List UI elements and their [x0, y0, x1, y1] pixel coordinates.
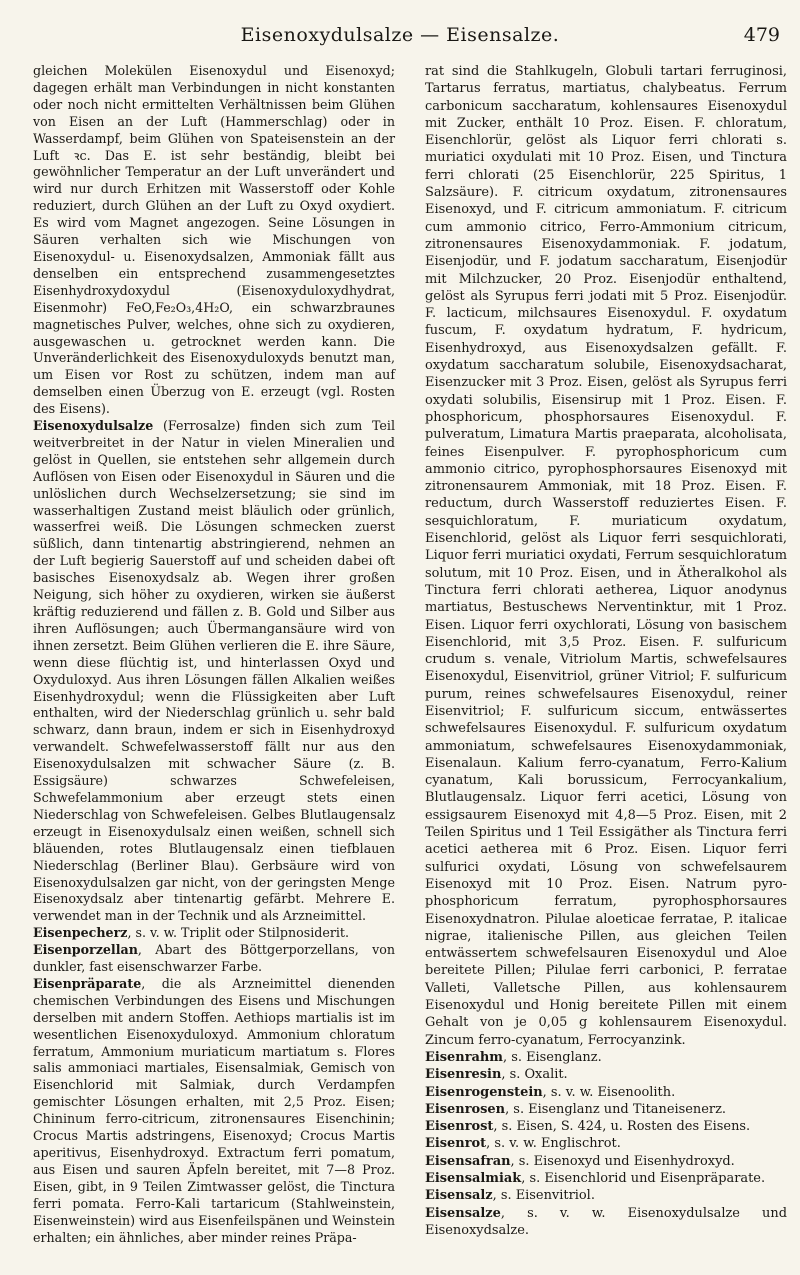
entry-text: (Ferrosalze) finden sich zum Teil weitverbreitet in der Natur in vielen Mineralien und gelöst in Quellen, sie entstehen sehr allgemein durch Auflösen von Eisen oder Eisenoxydul in Säuren und die unlöslichen durch Wechselzersetzung; sie sind im wasserhaltigen Zustand meist bläulich oder grünlich, wasserfrei weiß. Die Lösungen schmecken zuerst süßlich, dann tintenartig abstringierend, nehmen an der Luft begierig Sauerstoff auf und scheiden dabei oft basisches Eisenoxydsalz ab. Wegen ihrer großen Neigung, sich höher zu oxydieren, wirken sie äußerst kräftig reduzierend und fällen z. B. Gold und Silber aus ihren Auflösungen; auch Übermangansäure wird von ihnen zersetzt. Beim Glühen verlieren die E. ihre Säure, wenn diese flüchtig ist, und hinterlassen Oxyd und Oxyduloxyd. Aus ihren Lösungen fällen Alkalien weißes Eisenhydroxydul; wenn die Flüssigkeiten aber Luft enthalten, wird der Niederschlag grünlich u. sehr bald schwarz, dann braun, indem er sich in Eisenhydroxyd verwandelt. Schwefelwasserstoff fällt nur aus den Eisenoxydulsalzen mit schwacher Säure (z. B. Essigsäure) schwarzes Schwefeleisen, Schwefelammonium aber erzeugt stets einen Niederschlag von Schwefeleisen. Gelbes Blutlaugensalz erzeugt in Eisenoxydulsalz einen weißen, schnell sich bläuenden, rotes Blutlaugensalz einen tiefblauen Niederschlag (Berliner Blau). Gerbsäure wird von Eisenoxydulsalzen gar nicht, von der geringsten Menge Eisenoxydsalz aber tintenartig gefärbt. Mehrere E. verwendet man in der Technik und als Arzneimittel. [33, 418, 395, 924]
entry-text: , s. Eisenvitriol. [492, 1188, 595, 1204]
entry-text: , s. Eisenglanz und Titaneisenerz. [505, 1101, 727, 1117]
entry-text: , s. Eisen, S. 424, u. Rosten des Eisens. [493, 1119, 751, 1135]
entry-headword: Eisenrogenstein [425, 1084, 543, 1100]
entry-headword: Eisenoxydulsalze [33, 418, 154, 434]
entry-headword: Eisenresin [425, 1067, 502, 1083]
entry-text: , s. v. w. Eisenoxydulsalze und Eisenoxydsalze. [425, 1205, 787, 1238]
entry-text: , s. Eisenoxyd und Eisenhydroxyd. [510, 1153, 735, 1169]
entry [425, 1118, 787, 1135]
entry-headword: Eisensalz [425, 1188, 493, 1204]
entry-headword: Eisenrost [425, 1119, 494, 1135]
entry [425, 1049, 787, 1066]
entry [33, 418, 395, 925]
entry [425, 1084, 787, 1101]
entry [425, 1135, 787, 1152]
entry [425, 1187, 787, 1204]
entry-headword: Eisensafran [425, 1153, 511, 1169]
entry [33, 925, 395, 942]
entry-headword: Eisensalmiak [425, 1171, 522, 1186]
entry-text: , s. v. w. Eisenoolith. [542, 1084, 676, 1100]
entry [33, 63, 395, 418]
entry-text: , s. v. w. Englischrot. [486, 1136, 621, 1152]
entry [425, 1101, 787, 1118]
entry [425, 1170, 787, 1187]
running-title: Eisenoxydulsalze — Eisensalze. [240, 24, 560, 46]
entry-headword: Eisenrot [425, 1136, 487, 1152]
entry-text: , s. v. w. Triplit oder Stilpnosiderit. [127, 925, 350, 941]
entry [425, 1153, 787, 1170]
entry [33, 942, 395, 976]
entry [33, 976, 395, 1247]
entry-headword: Eisenporzellan [33, 942, 138, 958]
entry-headword: Eisenrosen [425, 1101, 506, 1117]
right-column [425, 63, 787, 1239]
entry-headword: Eisenpecherz [33, 925, 128, 941]
left-column [33, 63, 395, 1246]
entry-text: , Abart des Böttgerporzellans, von dunkler, fast eisenschwarzer Farbe. [33, 942, 395, 975]
entry-headword: Eisensalze [425, 1205, 501, 1221]
entry-text: rat sind die Stahlkugeln, Globuli tartari ferruginosi, Tartarus ferratus, martiatus, chalybeatus. Ferrum carbonicum saccharatum, kohlensaures Eisenoxydul mit Zucker, enthält 10 Proz. Eisen. F. chloratum, Eisenchlorür, gelöst als Liquor ferri chlorati s. muriatici oxydulati mit 10 Proz. Eisen, und Tinctura ferri chlorati (25 Eisenchlorür, 225 Spiritus, 1 Salzsäure). F. citricum oxydatum, zitronensaures Eisenoxyd, und F. citricum ammoniatum. F. citricum cum ammonio citrico, Ferro-Ammonium citricum, zitronensaures Eisenoxydammoniak. F. jodatum, Eisenjodür, und F. jodatum saccharatum, Eisenjodür mit Milchzucker, 20 Proz. Eisenjodür enthaltend, gelöst als Syrupus ferri jodati mit 5 Proz. Eisenjodür. F. lacticum, milchsaures Eisenoxydul. F. oxydatum fuscum, F. oxydatum hydratum, F. hydricum, Eisenhydroxyd, aus Eisenoxydsalzen gefällt. F. oxydatum saccharatum solubile, Eisenoxydsacharat, Eisenzucker mit 3 Proz. Eisen, gelöst als Syrupus ferri oxydati solubilis, Eisensirup mit 1 Proz. Eisen. F. phosphoricum, phosphorsaures Eisenoxydul. F. pulveratum, Limatura Martis praeparata, alcoholisata, feines Eisenpulver. F. pyrophosphoricum cum ammonio citrico, pyrophosphorsaures Eisenoxyd mit zitronensaurem Ammoniak, mit 18 Proz. Eisen. F. reductum, durch Wasserstoff reduziertes Eisen. F. sesquichloratum, F. muriaticum oxydatum, Eisenchlorid, gelöst als Liquor ferri sesquichlorati, Liquor ferri muriatici oxydati, Ferrum sesquichloratum solutum, mit 10 Proz. Eisen, und in Ätheralkohol als Tinctura ferri chlorati aetherea, Liquor anodynus martiatus, Bestuschews Nerventinktur, mit 1 Proz. Eisen. Liquor ferri oxychlorati, Lösung von basischem Eisenchlorid, mit 3,5 Proz. Eisen. F. sulfuricum crudum s. venale, Vitriolum Martis, schwefelsaures Eisenoxydul, Eisenvitriol, grüner Vitriol; F. sulfuricum purum, reines schwefelsaures Eisenoxydul, reiner Eisenvitriol; F. sulfuricum siccum, entwässertes schwefelsaures Eisenoxydul. F. sulfuricum oxydatum ammoniatum, schwefelsaures Eisenoxydammoniak, Eisenalaun. Kalium ferro-cyanatum, Ferro-Kalium cyanatum, Kali borussicum, Ferrocyankalium, Blutlaugensalz. Liquor ferri acetici, Lösung von essigsaurem Eisenoxyd mit 4,8—5 Proz. Eisen, mit 2 Teilen Spiritus und 1 Teil Essigäther als Tinctura ferri acetici aetherea mit 6 Proz. Eisen. Liquor ferri sulfurici oxydati, Lösung von schwefelsaurem Eisenoxyd mit 10 Proz. Eisen. Natrum pyro-phosphoricum ferratum, pyrophosphorsaures Eisenoxydnatron. Pilulae aloeticae ferratae, P. italicae nigrae, italienische Pillen, aus gleichen Teilen entwässertem schwefelsauren Eisenoxydul und Aloe bereitete Pillen; Pilulae ferri carbonici, P. ferratae Valleti, Valletsche Pillen, aus kohlensaurem Eisenoxydul und Honig bereitete Pillen mit einem Gehalt von je 0,05 g kohlensaurem Eisenoxydul. Zincum ferro-cyanatum, Ferrocyanzink. [425, 64, 787, 1048]
entry-text: gleichen Molekülen Eisenoxydul und Eisenoxyd; dagegen erhält man Verbindungen in nicht konstanten oder noch nicht ermittelten Verhältnissen beim Glühen von Eisen an der Luft (Hammerschlag) oder in Wasserdampf, beim Glühen von Spateisenstein an der Luft ꝛc. Das E. ist sehr beständig, bleibt bei gewöhnlicher Temperatur an der Luft unverändert und wird nur durch Erhitzen mit Wasserstoff oder Kohle reduziert, durch Glühen an der Luft zu Oxyd oxydiert. Es wird vom Magnet angezogen. Seine Lösungen in Säuren verhalten sich wie Mischungen von Eisenoxydul- u. Eisenoxydsalzen, Ammoniak fällt aus denselben ein entsprechend zusammengesetztes Eisenhydroxydoxydul (Eisenoxyduloxydhydrat, Eisenmohr) FeO,Fe₂O₃,4H₂O, ein schwarzbraunes magnetisches Pulver, welches, ohne sich zu oxydieren, ausgewaschen u. getrocknet werden kann. Die Unveränderlichkeit des Eisenoxyduloxyds benutzt man, um Eisen vor Rost zu schützen, indem man auf demselben einen Überzug von E. erzeugt (vgl. Rosten des Eisens). [33, 63, 395, 417]
entry [425, 1205, 787, 1240]
entry-text: , s. Eisenglanz. [503, 1049, 602, 1065]
page-header [0, 22, 800, 52]
entry-text: , die als Arzneimittel dienenden chemischen Verbindungen des Eisens und Mischungen derselben mit andern Stoffen. Aethiops martialis ist im wesentlichen Eisenoxyduloxyd. Ammonium chloratum ferratum, Ammonium muriaticum martiatum s. Flores salis ammoniaci martiales, Eisensalmiak, Gemisch von Eisenchlorid mit Salmiak, durch Verdampfen gemischter Lösungen erhalten, mit 2,5 Proz. Eisen; Chininum ferro-citricum, zitronensaures Eisenchinin; Crocus Martis adstringens, Eisenoxyd; Crocus Martis aperitivus, Eisenhydroxyd. Extractum ferri pomatum, aus Eisen und sauren Äpfeln bereitet, mit 7—8 Proz. Eisen, gibt, in 9 Teilen Zimtwasser gelöst, die Tinctura ferri pomata. Ferro-Kali tartaricum (Stahlweinstein, Eisenweinstein) wird aus Eisenfeilspänen und Weinstein erhalten; ein ähnliches, aber minder reines Präpa- [33, 975, 396, 1245]
entry [425, 1066, 787, 1083]
entry-headword: Eisenrahm [425, 1049, 503, 1065]
entry-text: , s. Oxalit. [501, 1067, 568, 1083]
entry-headword: Eisenpräparate [33, 975, 142, 991]
entry [425, 63, 787, 1049]
entry-text: , s. Eisenchlorid und Eisenpräparate. [521, 1171, 766, 1186]
page-number: 479 [743, 24, 780, 46]
